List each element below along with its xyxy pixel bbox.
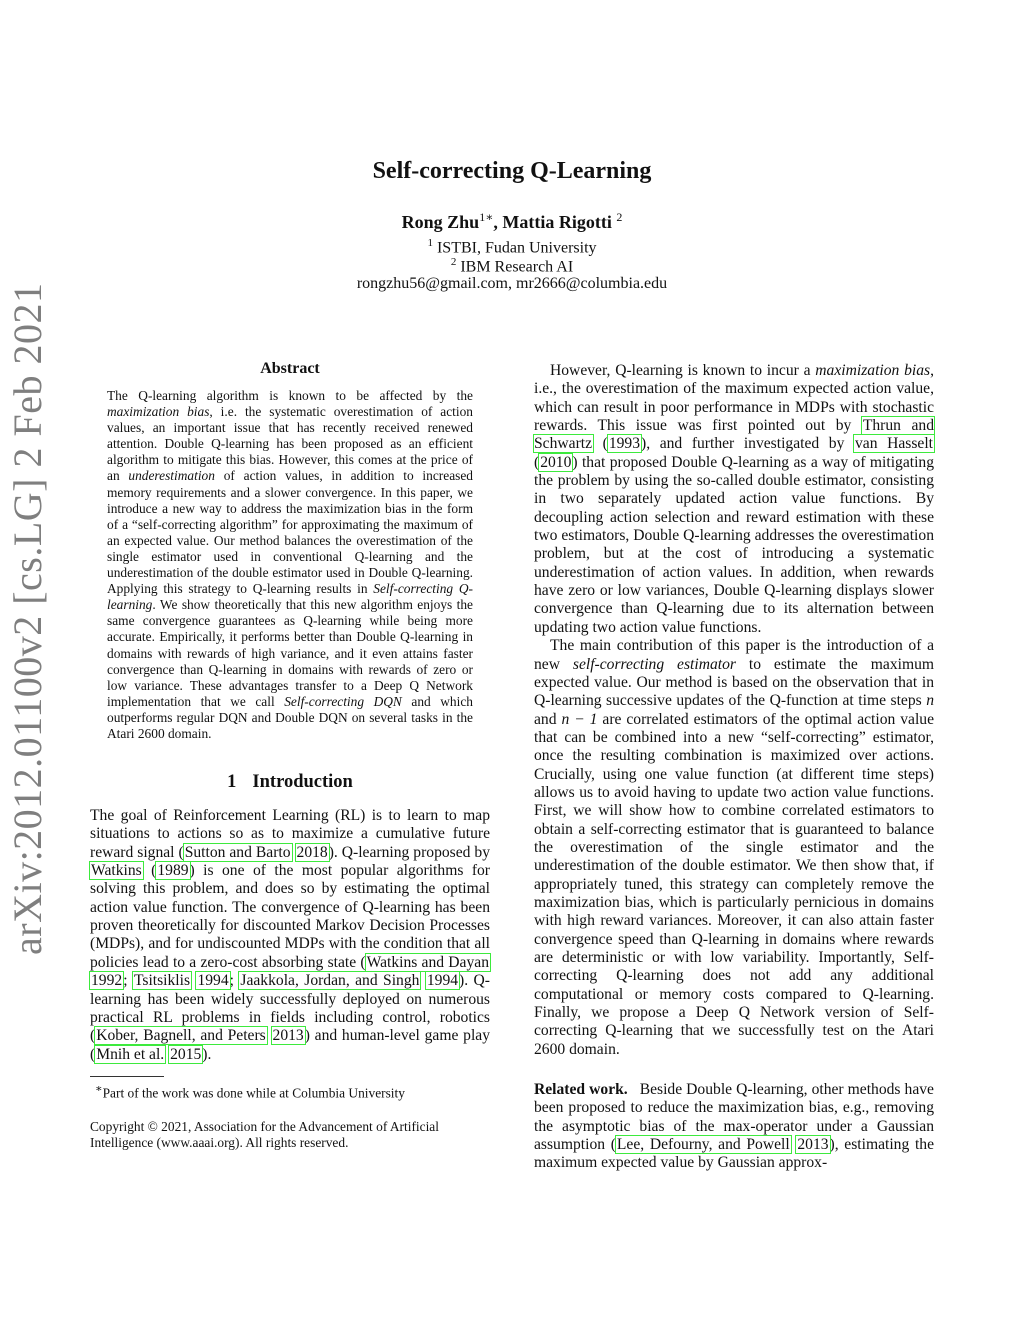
intro-paragraph — [90, 807, 490, 1064]
citation-year-link[interactable]: 2013 — [797, 1136, 829, 1154]
abstract-text — [107, 388, 473, 742]
footnote — [90, 1081, 490, 1101]
citation-link[interactable]: van Hasselt — [854, 435, 934, 453]
text-run: and — [534, 710, 562, 728]
text-run: ), estimating the maximum expected value by Gaussian approx- — [534, 1136, 934, 1172]
author-emails: rongzhu56@gmail.com, mr2666@columbia.edu — [356, 275, 668, 292]
citation-year-link[interactable]: 1994 — [197, 972, 229, 990]
citation-year-link[interactable]: 2010 — [540, 453, 572, 471]
math-expression: n − 1 — [561, 710, 598, 728]
citation-link[interactable]: Lee, Defourny, and Powell — [616, 1136, 790, 1154]
text-run: ; — [123, 972, 133, 990]
footnote-mark: ∗ — [95, 1082, 103, 1095]
text-run-italic: maximization bias — [107, 404, 210, 420]
section-heading-introduction — [90, 772, 490, 793]
text-run: of action values, in addition to increased memory requirements and a slower convergence. In this paper, we introduce a new way to address the maximization bias in the form of a “self-correcting algorithm” for approximating the maximum of an expected value. Our method balances the overestimation of the single estimator used in conventional Q-learning and the underestimation of the double estimator used in Double Q-learning. Applying this strategy to Q-learning results in — [107, 468, 473, 597]
citation-link[interactable]: Kober, Bagnell, and Peters — [96, 1027, 266, 1045]
citation-link[interactable]: Jaakkola, Jordan, and Singh — [240, 972, 420, 990]
text-run: ). Q-learning proposed by — [328, 843, 491, 861]
citation-link[interactable]: Watkins and Dayan — [366, 953, 489, 971]
text-run: . We show theoretically that this new algorithm enjoys the same convergence guarantees as Q-learning while being more accurate. Empirically, it performs better than Double Q-learning in domains with rewards of high variance, and it even attains faster convergence than Q-learning in domains with rewards of zero or low variance. These advantages transfer to a Deep Q Network implementation that we call — [107, 597, 473, 709]
author-separator: , — [493, 212, 503, 232]
text-run-italic: Self-correcting Q-learning — [107, 581, 473, 613]
arxiv-side-stamp: arXiv:2012.01100v2 [cs.LG] 2 Feb 2021 — [5, 282, 50, 955]
author-name: Mattia Rigotti — [502, 212, 612, 232]
related-work-paragraph — [534, 1081, 934, 1173]
text-run: ). — [202, 1045, 212, 1063]
paragraph-heading: Related work. — [534, 1081, 628, 1099]
citation-year-link[interactable]: 1992 — [91, 972, 123, 990]
text-run: , i.e., the overestimation of the maximum expected action value, which can result in poor performance in MDPs with stochastic rewards. This issue was first pointed out by — [534, 362, 934, 435]
author-affil-mark: 1∗ — [479, 210, 494, 224]
section-number: 1 — [227, 772, 237, 793]
footnote-divider — [90, 1076, 164, 1077]
affiliation-2 — [0, 256, 1024, 276]
math-variable: n — [926, 692, 934, 710]
text-run: ; — [229, 972, 240, 990]
citation-year-link[interactable]: 2013 — [272, 1027, 304, 1045]
text-run: ) that proposed Double Q-learning as a way of mitigating the problem by using the so-called double estimator, consisting in two separately updated action value functions. By decoupling action selection and reward estimation with these two estimators, Double Q-learning addresses the overestimation problem, but at the cost of introducing a systematic underestimation of action values. In addition, when rewards have zero or low variances, Double Q-learning displays slower convergence than Q-learning due to its alternation between updating two action value functions. — [534, 453, 934, 636]
affiliation-1 — [0, 237, 1024, 257]
text-run: and which outperforms regular DQN and Double DQN on several tasks in the Atari 2600 domain. — [107, 693, 473, 741]
text-run: However, Q-learning is known to incur a — [550, 362, 816, 379]
text-run: ( — [142, 862, 157, 880]
text-run: The Q-learning algorithm is known to be affected by the — [107, 388, 473, 403]
author-affil-mark: 2 — [616, 210, 623, 224]
citation-year-link[interactable]: 1989 — [157, 862, 189, 880]
text-run: are correlated estimators of the optimal action value that can be combined into a new “self-correcting” estimator, once the resulting combination is maximized over actions. Crucially, using one value function (at different time steps) allows us to avoid having to update two action value functions. First, we will show how to combine correlated estimators to obtain a self-correcting estimator that is guaranteed to balance the overestimation of the single estimator and the underestimation of the double estimator. We then show that, if appropriately tuned, this strategy can completely remove the maximization bias, which is particularly pernicious in domains with high reward variances. Moreover, it can also attain faster convergence speed than Q-learning in domains where rewards are deterministic or with low variability. Importantly, Self-correcting Q-learning does not add any additional computational or memory costs compared to Q-learning. Finally, we propose a Deep Q Network version of Self-correcting Q-learning that we successfully test on the Atari 2600 domain. — [534, 710, 934, 1058]
abstract-heading: Abstract — [260, 360, 320, 377]
affil-mark: 2 — [450, 256, 457, 268]
footnote-text: Part of the work was done while at Columbia University — [102, 1085, 405, 1101]
paper-title: Self-correcting Q-Learning — [372, 158, 652, 184]
citation-year-link[interactable]: 2018 — [296, 843, 328, 861]
text-run: ) and human-level game play ( — [90, 1027, 490, 1063]
citation-year-link[interactable]: 1993 — [608, 435, 641, 453]
text-run-italic: underestimation — [128, 468, 215, 484]
text-run: ), and further investigated by — [641, 435, 854, 453]
author-list — [0, 210, 1024, 233]
affil-mark: 1 — [427, 237, 433, 249]
text-run-italic: maximization bias — [815, 362, 931, 379]
left-column — [90, 360, 490, 1151]
copyright-notice: Copyright © 2021, Association for the Advancement of Artificial Intelligence (www.aaai.org). All rights reserved. — [90, 1119, 439, 1151]
section-title: Introduction — [252, 772, 353, 793]
text-run: ) is one of the most popular algorithms for solving this problem, and does so by estimating the optimal action value function. The convergence of Q-learning has been proven theoretically for discounted Markov Decision Processes (MDPs), and for undiscounted MDPs with the condition that all policies lead to a zero-cost absorbing state ( — [90, 862, 491, 971]
text-run-italic: Self-correcting DQN — [284, 693, 402, 709]
right-column — [534, 362, 934, 1173]
text-run-italic: self-correcting estimator — [572, 655, 736, 673]
text-run: ). Q-learning has been widely successfully deployed on numerous practical RL problems in fields including control, robotics ( — [90, 972, 490, 1045]
body-paragraph: However, Q-learning is known to incur a maximization bias, i.e., the overestimation of the maximum expected action value, which can result in poor performance in MDPs with stochastic rewards. This issue was first pointed out by Thrun and Schwartz (1993), and further investigated by van Hasselt (2010) that proposed Double Q-learning as a way of mitigating the problem by using the so-called double estimator, consisting in two separately updated action value functions. By decoupling action selection and reward estimation with these two estimators, Double Q-learning addresses the overestimation problem, but at the cost of introducing a systematic underestimation of action values. In addition, when rewards have zero or low variances, Double Q-learning displays slower convergence than Q-learning due to its alternation between updating two action value functions. — [534, 362, 935, 636]
citation-link[interactable]: Watkins — [91, 862, 142, 880]
text-run: Beside Double Q-learning, other methods have been proposed to reduce the maximization bias, e.g., removing the asymptotic bias of the max-operator under a Gaussian assumption ( — [534, 1081, 934, 1154]
citation-year-link[interactable]: 2015 — [170, 1045, 202, 1063]
text-run — [292, 844, 296, 861]
affil-text: IBM Research AI — [460, 258, 574, 276]
citation-link[interactable]: Thrun and Schwartz — [534, 417, 935, 453]
text-run: The main contribution of this paper is the introduction of a new — [534, 637, 934, 673]
affil-text: ISTBI, Fudan University — [436, 239, 597, 257]
citation-link[interactable]: Tsitsiklis — [133, 972, 191, 990]
citation-link[interactable]: Mnih et al. — [96, 1045, 165, 1063]
citation-year-link[interactable]: 1994 — [426, 972, 459, 990]
text-run: , i.e. the systematic overestimation of action values, an important issue that has recently received renewed attention. Double Q-learning has been proposed as an efficient algorithm to mitigate this bias. However, this comes at the price of an — [107, 404, 473, 484]
text-run: The goal of Reinforcement Learning (RL) is to learn to map situations to actions so as to maximize a cumulative future reward signal ( — [90, 807, 490, 861]
body-paragraph — [534, 637, 934, 1059]
citation-link[interactable]: Sutton and Barto — [184, 843, 291, 861]
text-run: to estimate the maximum expected value. Our method is based on the observation that in Q-learning successive updates of the Q-function at time steps — [534, 655, 934, 710]
author-name: Rong Zhu — [401, 212, 480, 232]
